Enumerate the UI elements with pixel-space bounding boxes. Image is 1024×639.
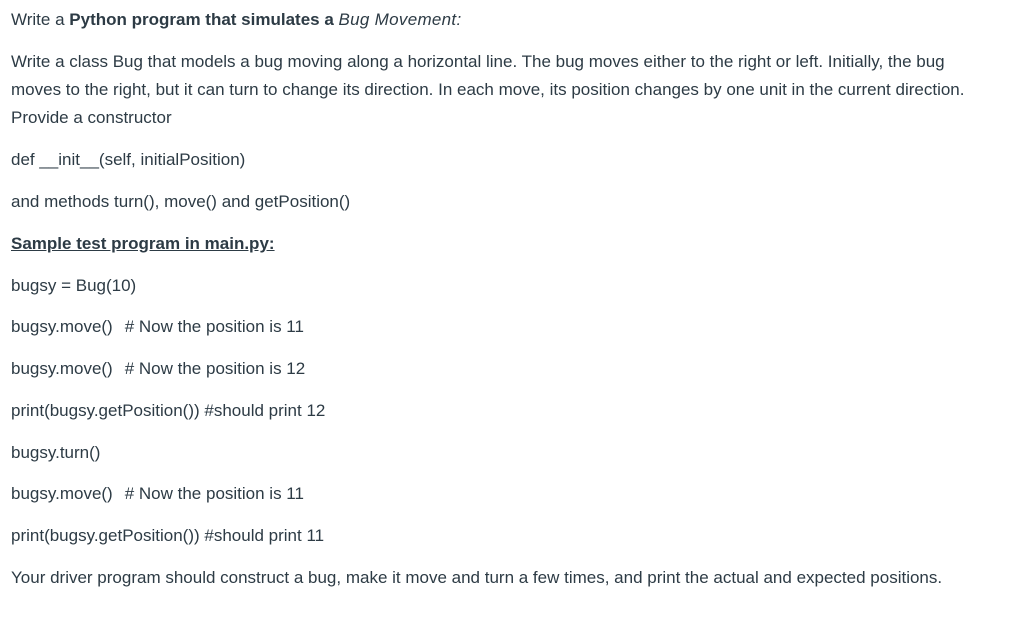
intro-paragraph: Write a class Bug that models a bug moving along a horizontal line. The bug moves either to the right or left. Initially, the bug moves to the right, but it can turn to change its direction. In each move, its position changes by one unit in the current direction. Provide a constructor xyxy=(11,52,965,127)
code-text: print(bugsy.getPosition()) #should print 11 xyxy=(11,526,325,545)
code-text: bugsy.move() xyxy=(11,317,113,336)
code-comment: # Now the position is 12 xyxy=(124,359,306,378)
code-text: bugsy.move() xyxy=(11,484,113,503)
methods-line: and methods turn(), move() and getPosition() xyxy=(11,192,351,211)
code-comment: # Now the position is 11 xyxy=(124,484,304,503)
problem-heading xyxy=(11,6,461,34)
heading-prefix: Write a xyxy=(11,10,65,29)
code-line xyxy=(11,439,100,467)
code-line xyxy=(11,397,325,425)
code-line xyxy=(11,313,304,341)
code-text: bugsy.turn() xyxy=(11,443,101,462)
closing-paragraph: Your driver program should construct a bug, make it move and turn a few times, and print the actual and expected positions. xyxy=(11,568,943,587)
sample-heading: Sample test program in main.py: xyxy=(11,234,275,253)
heading-italic: Bug Movement: xyxy=(338,10,462,29)
heading-bold: Python program that simulates a xyxy=(69,10,334,29)
code-line xyxy=(11,480,304,508)
constructor-signature: def __init__(self, initialPosition) xyxy=(11,150,246,169)
code-text: bugsy = Bug(10) xyxy=(11,276,137,295)
code-text: print(bugsy.getPosition()) #should print 12 xyxy=(11,401,326,420)
code-text: bugsy.move() xyxy=(11,359,113,378)
code-line xyxy=(11,522,324,550)
code-line xyxy=(11,355,305,383)
code-line xyxy=(11,272,136,300)
code-comment: # Now the position is 11 xyxy=(124,317,304,336)
